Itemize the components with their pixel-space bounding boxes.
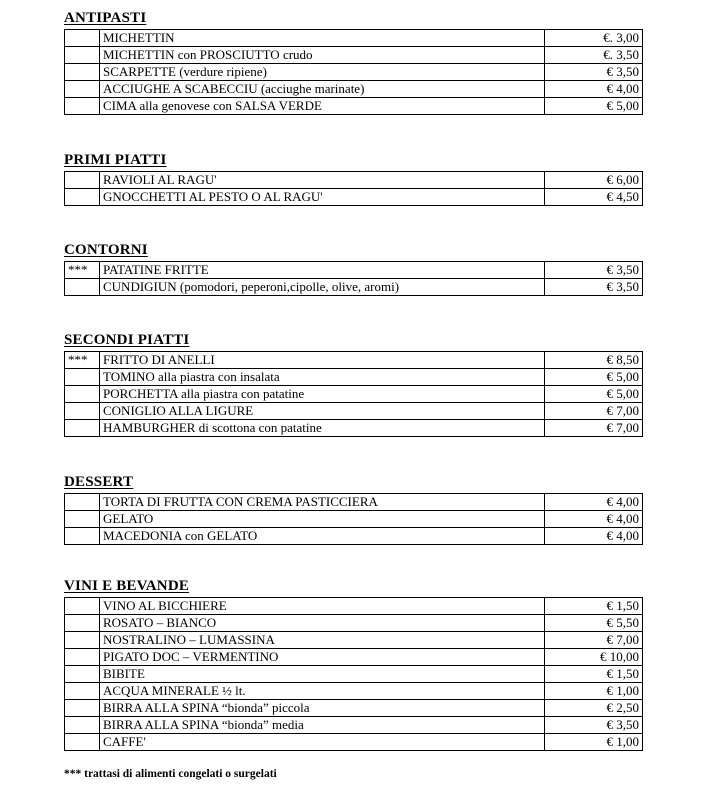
menu-table xyxy=(64,493,643,545)
frozen-mark-cell xyxy=(65,172,100,189)
price-cell: € 5,50 xyxy=(545,615,643,632)
table-row xyxy=(65,511,643,528)
dish-name-cell: VINO AL BICCHIERE xyxy=(100,598,545,615)
dish-name-cell: MACEDONIA con GELATO xyxy=(100,528,545,545)
dish-name-cell: RAVIOLI AL RAGU' xyxy=(100,172,545,189)
dish-name-cell: PIGATO DOC – VERMENTINO xyxy=(100,649,545,666)
table-row xyxy=(65,615,643,632)
table-row xyxy=(65,64,643,81)
frozen-mark-cell xyxy=(65,30,100,47)
table-row xyxy=(65,386,643,403)
price-cell: € 3,50 xyxy=(545,64,643,81)
price-cell: € 4,00 xyxy=(545,528,643,545)
dish-name-cell: CIMA alla genovese con SALSA VERDE xyxy=(100,98,545,115)
dish-name-cell: GNOCCHETTI AL PESTO O AL RAGU' xyxy=(100,189,545,206)
frozen-mark-cell xyxy=(65,649,100,666)
price-cell: € 5,00 xyxy=(545,98,643,115)
dish-name-cell: MICHETTIN xyxy=(100,30,545,47)
dish-name-cell: CAFFE' xyxy=(100,734,545,751)
frozen-mark-cell xyxy=(65,47,100,64)
frozen-mark-cell xyxy=(65,528,100,545)
price-cell: € 7,00 xyxy=(545,420,643,437)
frozen-mark-cell xyxy=(65,81,100,98)
dish-name-cell: TORTA DI FRUTTA CON CREMA PASTICCIERA xyxy=(100,494,545,511)
table-row xyxy=(65,734,643,751)
menu-table xyxy=(64,351,643,437)
menu-table xyxy=(64,29,643,115)
price-cell: € 4,00 xyxy=(545,81,643,98)
frozen-mark-cell xyxy=(65,683,100,700)
frozen-mark-cell xyxy=(65,64,100,81)
dish-name-cell: PORCHETTA alla piastra con patatine xyxy=(100,386,545,403)
price-cell: € 3,50 xyxy=(545,717,643,734)
section-title: ANTIPASTI xyxy=(64,10,147,26)
dish-name-cell: BIRRA ALLA SPINA “bionda” piccola xyxy=(100,700,545,717)
table-row xyxy=(65,352,643,369)
price-cell: € 7,00 xyxy=(545,632,643,649)
price-cell: € 10,00 xyxy=(545,649,643,666)
price-cell: € 7,00 xyxy=(545,403,643,420)
frozen-mark-cell xyxy=(65,369,100,386)
section-title: VINI E BEVANDE xyxy=(64,578,190,594)
table-row xyxy=(65,598,643,615)
price-cell: € 1,00 xyxy=(545,734,643,751)
section-title: CONTORNI xyxy=(64,242,148,258)
dish-name-cell: ACQUA MINERALE ½ lt. xyxy=(100,683,545,700)
price-cell: € 4,50 xyxy=(545,189,643,206)
frozen-mark-cell xyxy=(65,386,100,403)
dish-name-cell: PATATINE FRITTE xyxy=(100,262,545,279)
frozen-mark-cell xyxy=(65,734,100,751)
dish-name-cell: TOMINO alla piastra con insalata xyxy=(100,369,545,386)
table-row xyxy=(65,189,643,206)
frozen-mark-cell: *** xyxy=(65,262,100,279)
frozen-mark-cell xyxy=(65,420,100,437)
section-title: SECONDI PIATTI xyxy=(64,332,190,348)
price-cell: € 5,00 xyxy=(545,369,643,386)
frozen-mark-cell: *** xyxy=(65,352,100,369)
table-row xyxy=(65,403,643,420)
frozen-mark-cell xyxy=(65,403,100,420)
frozen-mark-cell xyxy=(65,632,100,649)
frozen-mark-cell xyxy=(65,666,100,683)
table-row xyxy=(65,279,643,296)
footnote: *** trattasi di alimenti congelati o surgelati xyxy=(64,768,277,780)
price-cell: € 4,00 xyxy=(545,511,643,528)
price-cell: € 5,00 xyxy=(545,386,643,403)
menu-table xyxy=(64,261,643,296)
frozen-mark-cell xyxy=(65,511,100,528)
table-row xyxy=(65,683,643,700)
frozen-mark-cell xyxy=(65,494,100,511)
table-row xyxy=(65,30,643,47)
price-cell: € 1,00 xyxy=(545,683,643,700)
section-title: PRIMI PIATTI xyxy=(64,152,167,168)
section-title: DESSERT xyxy=(64,474,134,490)
price-cell: € 4,00 xyxy=(545,494,643,511)
table-row xyxy=(65,369,643,386)
table-row xyxy=(65,262,643,279)
price-cell: € 8,50 xyxy=(545,352,643,369)
dish-name-cell: ROSATO – BIANCO xyxy=(100,615,545,632)
price-cell: € 3,50 xyxy=(545,262,643,279)
menu-table xyxy=(64,171,643,206)
frozen-mark-cell xyxy=(65,279,100,296)
price-cell: € 3,50 xyxy=(545,279,643,296)
dish-name-cell: BIRRA ALLA SPINA “bionda” media xyxy=(100,717,545,734)
table-row xyxy=(65,649,643,666)
table-row xyxy=(65,700,643,717)
table-row xyxy=(65,81,643,98)
price-cell: € 2,50 xyxy=(545,700,643,717)
menu-table xyxy=(64,597,643,751)
table-row xyxy=(65,47,643,64)
dish-name-cell: GELATO xyxy=(100,511,545,528)
dish-name-cell: FRITTO DI ANELLI xyxy=(100,352,545,369)
price-cell: € 6,00 xyxy=(545,172,643,189)
table-row xyxy=(65,666,643,683)
dish-name-cell: BIBITE xyxy=(100,666,545,683)
dish-name-cell: CUNDIGIUN (pomodori, peperoni,cipolle, olive, aromi) xyxy=(100,279,545,296)
dish-name-cell: NOSTRALINO – LUMASSINA xyxy=(100,632,545,649)
price-cell: €. 3,00 xyxy=(545,30,643,47)
dish-name-cell: CONIGLIO ALLA LIGURE xyxy=(100,403,545,420)
table-row xyxy=(65,494,643,511)
price-cell: € 1,50 xyxy=(545,598,643,615)
table-row xyxy=(65,420,643,437)
frozen-mark-cell xyxy=(65,717,100,734)
dish-name-cell: ACCIUGHE A SCABECCIU (acciughe marinate) xyxy=(100,81,545,98)
table-row xyxy=(65,632,643,649)
frozen-mark-cell xyxy=(65,189,100,206)
dish-name-cell: HAMBURGHER di scottona con patatine xyxy=(100,420,545,437)
frozen-mark-cell xyxy=(65,598,100,615)
price-cell: € 1,50 xyxy=(545,666,643,683)
table-row xyxy=(65,172,643,189)
dish-name-cell: MICHETTIN con PROSCIUTTO crudo xyxy=(100,47,545,64)
table-row xyxy=(65,98,643,115)
dish-name-cell: SCARPETTE (verdure ripiene) xyxy=(100,64,545,81)
price-cell: €. 3,50 xyxy=(545,47,643,64)
frozen-mark-cell xyxy=(65,700,100,717)
frozen-mark-cell xyxy=(65,615,100,632)
table-row xyxy=(65,717,643,734)
frozen-mark-cell xyxy=(65,98,100,115)
table-row xyxy=(65,528,643,545)
